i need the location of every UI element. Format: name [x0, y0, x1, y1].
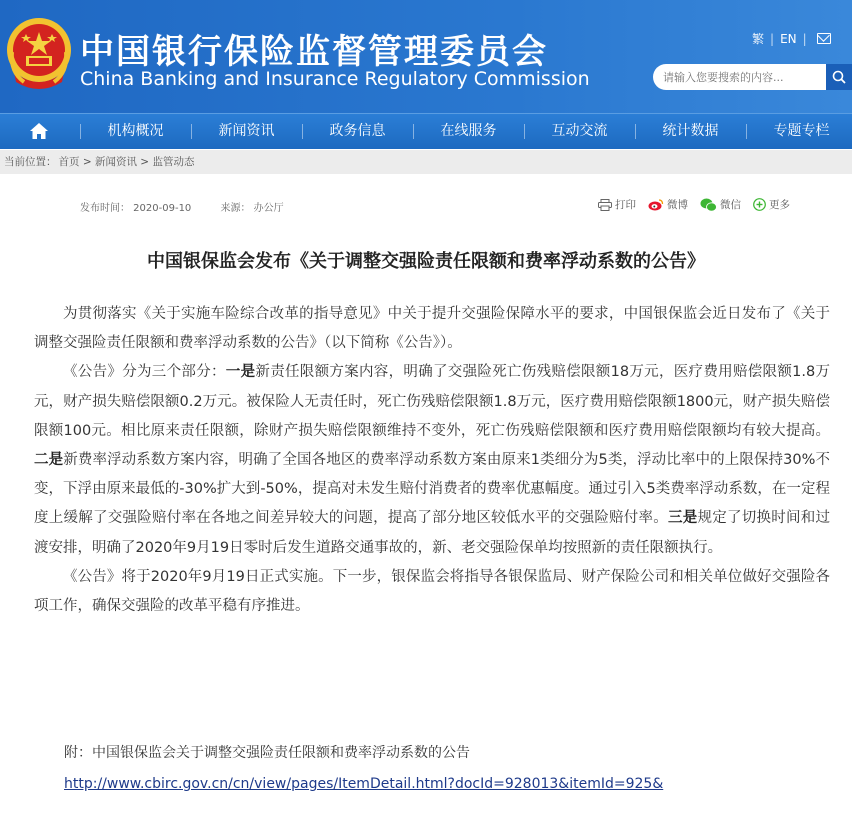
wechat-share-button[interactable]	[700, 197, 741, 212]
paragraph-intro: 为贯彻落实《关于实施车险综合改革的指导意见》中关于提升交强险保障水平的要求，中国银保监会近日发布了《关于调整交强险责任限额和费率浮动系数的公告》（以下简称《公告》）。	[34, 306, 830, 352]
search-input[interactable]	[663, 67, 823, 87]
publish-date: 发布时间： 2020-09-10	[80, 203, 192, 214]
site-title-cn: 中国银行保险监督管理委员会	[80, 32, 548, 72]
national-emblem-icon	[4, 12, 74, 92]
more-share-button[interactable]	[753, 197, 790, 212]
p2-bold-first: 一是	[225, 364, 256, 381]
article-body	[34, 300, 830, 621]
main-nav	[0, 113, 852, 149]
p2-part1: 新责任限额方案内容，明确了交强险死亡伤残赔偿限额18万元，医疗费用赔偿限额1.8万元，财产损失赔偿限额0.2万元。被保险人无责任时，死亡伤残赔偿限额1.8万元，医疗费用赔偿限额1800元，财产损失赔偿限额100元。相比原来责任限额，除财产损失赔偿限额维持不变外，死亡伤残赔偿限额和医疗费用赔偿限额均有较大提高。	[34, 364, 831, 439]
site-title-en: China Banking and Insurance Regulatory Commission	[80, 68, 590, 90]
p2-part3: 规定了切换时间和过渡安排，明确了2020年9月19日零时后发生道路交通事故的，新、老交强险保单均按照新的责任限额执行。	[34, 510, 831, 556]
print-button[interactable]	[598, 197, 636, 212]
print-label: 打印	[615, 199, 636, 211]
attachment-label: 附：中国银保监会关于调整交强险责任限额和费率浮动系数的公告	[64, 745, 470, 761]
p2-part2: 新费率浮动系数方案内容，明确了全国各地区的费率浮动系数方案由原来1类细分为5类，浮动比率中的上限保持30%不变，下浮由原来最低的-30%扩大到-50%，提高对未发生赔付消费者的费率优惠幅度。通过引入5类费率浮动系数，在一定程度上缓解了交强险赔付率在各地之间差异较大的问题，提高了部分地区较低水平的交强险赔付率。	[34, 452, 831, 527]
share-bar	[598, 197, 790, 212]
p2-bold-second: 二是	[34, 452, 64, 469]
breadcrumb-path[interactable]: 首页 > 新闻资讯 > 监管动态	[58, 156, 195, 168]
nav-home[interactable]	[0, 114, 80, 149]
nav-item-topics[interactable]: 专题专栏	[746, 114, 852, 149]
p2-lead: 《公告》分为三个部分：	[63, 364, 226, 381]
attachment-link[interactable]: http://www.cbirc.gov.cn/cn/view/pages/ItemDetail.html?docId=928013&itemId=925&	[64, 776, 664, 792]
search-box	[653, 64, 852, 90]
breadcrumb-label: 当前位置：	[4, 156, 57, 168]
article-source: 来源： 办公厅	[220, 203, 284, 214]
nav-item-gov-info[interactable]: 政务信息	[302, 114, 413, 149]
nav-item-online-service[interactable]: 在线服务	[413, 114, 524, 149]
paragraph-implementation: 《公告》将于2020年9月19日正式实施。下一步，银保监会将指导各银保监局、财产保险公司和相关单位做好交强险各项工作，确保交强险的改革平稳有序推进。	[34, 568, 830, 615]
nav-item-interaction[interactable]: 互动交流	[524, 114, 635, 149]
weibo-label: 微博	[667, 199, 688, 211]
mail-icon[interactable]	[817, 33, 831, 44]
nav-item-news[interactable]: 新闻资讯	[191, 114, 302, 149]
paragraph-main	[34, 358, 830, 562]
wechat-icon	[700, 198, 717, 212]
article-meta	[80, 199, 284, 214]
lang-english-link[interactable]: EN	[780, 31, 797, 46]
breadcrumb	[0, 150, 852, 174]
weibo-share-button[interactable]	[648, 197, 688, 212]
lang-separator: |	[770, 31, 775, 46]
home-icon	[29, 122, 49, 140]
p2-bold-third: 三是	[668, 510, 698, 527]
article-title: 中国银保监会发布《关于调整交强险责任限额和费率浮动系数的公告》	[147, 251, 705, 272]
lang-traditional-link[interactable]: 繁	[752, 32, 765, 46]
nav-item-statistics[interactable]: 统计数据	[635, 114, 746, 149]
language-bar	[752, 30, 831, 47]
site-header	[0, 0, 852, 113]
more-label: 更多	[769, 199, 790, 211]
lang-separator: |	[802, 31, 807, 46]
search-button[interactable]	[826, 64, 852, 90]
nav-item-about[interactable]: 机构概况	[80, 114, 191, 149]
weibo-icon	[648, 198, 664, 211]
wechat-label: 微信	[720, 199, 741, 211]
print-icon	[598, 199, 612, 211]
search-icon	[832, 70, 846, 84]
plus-circle-icon	[753, 198, 766, 211]
